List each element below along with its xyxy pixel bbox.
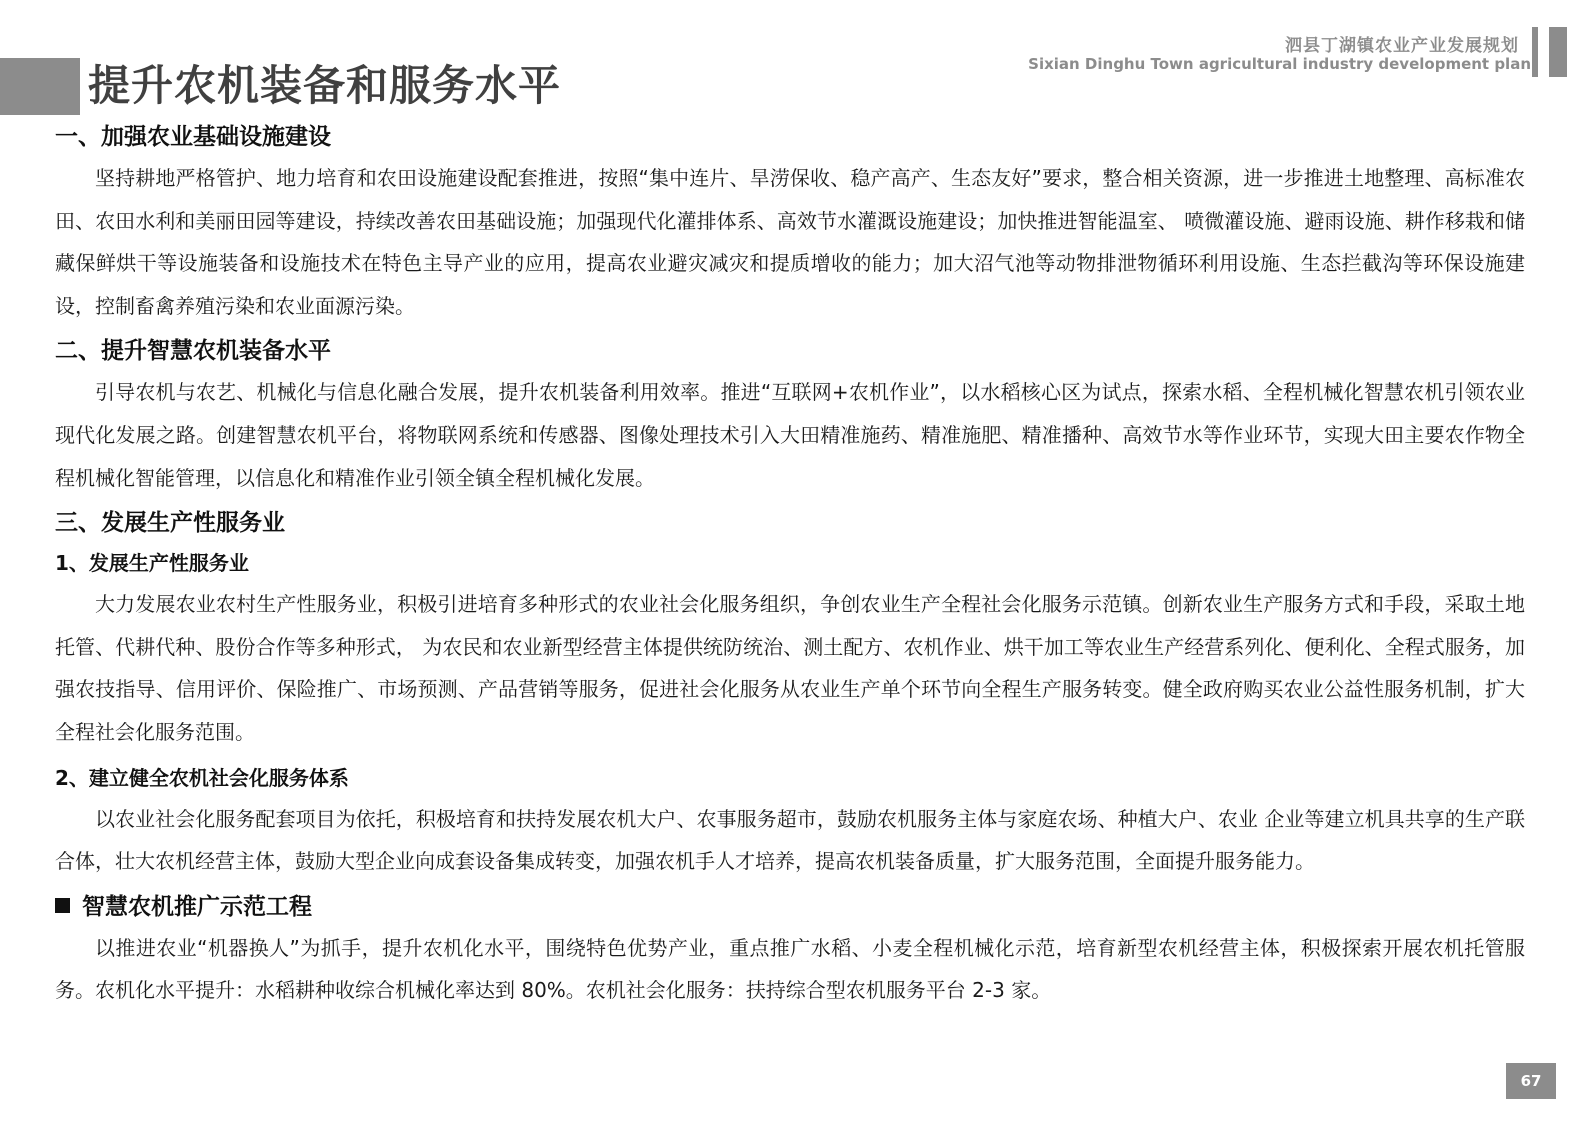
document-title-cn: 泗县丁湖镇农业产业发展规划 [1285, 36, 1519, 56]
subsection-paragraph-machinery-services: 以农业社会化服务配套项目为依托，积极培育和扶持发展农机大户、农事服务超市，鼓励农机服务主体与家庭农场、种植大户、农业 企业等建立机具共享的生产联合体，壮大农机经营主体，鼓励大型企业向成套设备集成转变，加强农机手人才培养，提高农机装备质量，扩大服务范围，全面提升服务能力。 [55, 806, 1525, 874]
section-heading-productive-services: 三、发展生产性服务业 [55, 510, 285, 537]
section-heading-infrastructure: 一、加强农业基础设施建设 [55, 124, 331, 150]
subsection-paragraph-productive-services: 大力发展农业农村生产性服务业，积极引进培育多种形式的农业社会化服务组织，争创农业生产全程社会化服务示范镇。创新农业生产服务方式和手段，采取土地托管、代耕代种、股份合作等多种形式， 为农民和农业新型经营主体提供统防统治、测土配方、农机作业、烘干加工等农业生产经营系列化、便利化、全程式服务，加强农技指导、信用评价、保险推广、市场预测、产品营销等服务，促进社会化服务从农业生产单个环节向全程生产服务转变。健全政府购买农业公益性服务机制，扩大全程社会化服务范围。 [55, 592, 1525, 744]
title-accent-block [0, 58, 80, 115]
section-heading-smart-machinery: 二、提升智慧农机装备水平 [55, 338, 331, 365]
feature-paragraph: 以推进农业“机器换人”为抓手，提升农机化水平，围绕特色优势产业，重点推广水稻、小麦全程机械化示范，培育新型农机经营主体，积极探索开展农机托管服务。农机化水平提升：水稻耕种收综合机械化率达到 80%。农机社会化服务：扶持综合型农机服务平台 2-3 家。 [55, 935, 1525, 1003]
section-paragraph-smart-machinery: 引导农机与农艺、机械化与信息化融合发展，提升农机装备利用效率。推进“互联网+农机作业”，以水稻核心区为试点，探索水稻、全程机械化智慧农机引领农业现代化发展之路。创建智慧农机平台，将物联网系统和传感器、图像处理技术引入大田精准施药、精准施肥、精准播种、高效节水等作业环节，实现大田主要农作物全程机械化智能管理，以信息化和精准作业引领全镇全程机械化发展。 [55, 380, 1525, 490]
section-paragraph-infrastructure: 坚持耕地严格管护、地力培育和农田设施建设配套推进，按照“集中连片、旱涝保收、稳产高产、生态友好”要求，整合相关资源，进一步推进土地整理、高标准农田、农田水利和美丽田园等建设，持续改善农田基础设施；加强现代化灌排体系、高效节水灌溉设施建设；加快推进智能温室、 喷微灌设施、避雨设施、耕作移栽和储藏保鲜烘干等设施装备和设施技术在特色主导产业的应用，提高农业避灾减灾和提质增收的能力；加大沼气池等动物排泄物循环利用设施、生态拦截沟等环保设施建设，控制畜禽养殖污染和农业面源污染。 [55, 166, 1525, 318]
header-divider-bar [1532, 27, 1538, 77]
feature-heading-text: 智慧农机推广示范工程 [82, 893, 312, 920]
subsection-heading-machinery-services: 2、建立健全农机社会化服务体系 [55, 765, 349, 790]
square-bullet-icon [55, 898, 70, 913]
page-number: 67 [1506, 1063, 1556, 1099]
feature-heading [55, 887, 1525, 927]
header-accent-bar [1549, 27, 1567, 77]
document-title-en: Sixian Dinghu Town agricultural industry development plan [1028, 55, 1531, 73]
page-title: 提升农机装备和服务水平 [88, 61, 562, 110]
page-content [55, 117, 1525, 1016]
subsection-heading-productive-services: 1、发展生产性服务业 [55, 551, 249, 576]
